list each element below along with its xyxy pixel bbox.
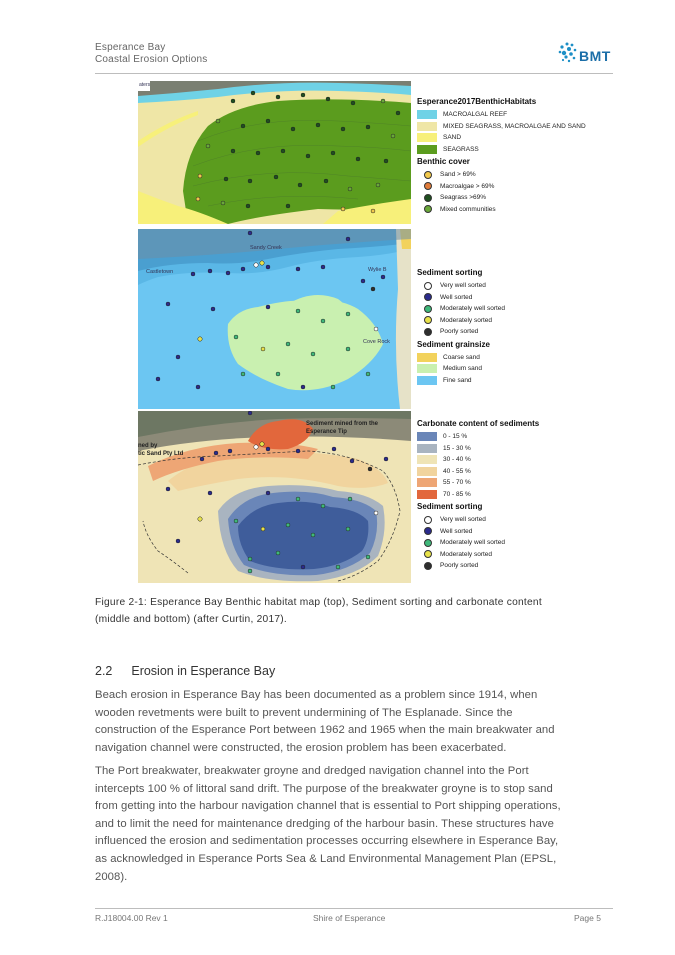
legend-dot-icon <box>424 527 432 535</box>
legend-item <box>417 292 505 304</box>
legend-label: 0 - 15 % <box>443 433 468 441</box>
map-label-cove-rock: Cove Rock <box>363 339 390 345</box>
legend-dot-icon <box>424 205 432 213</box>
legend-dot-icon <box>424 171 432 179</box>
legend-label: 40 - 55 % <box>443 467 471 475</box>
legend-item <box>417 144 586 156</box>
legend-item <box>417 477 539 489</box>
map-corner-label: aters <box>139 82 151 88</box>
map-label-castletown: Castletown <box>146 269 174 275</box>
legend-dot-icon <box>424 550 432 558</box>
map-label-sandy-creek: Sandy Creek <box>250 245 282 251</box>
map-label-company: tic Sand Pty Ltd <box>138 451 184 457</box>
legend-label: Moderately sorted <box>440 550 493 558</box>
legend-label: Mixed communities <box>440 205 496 213</box>
legend-item <box>417 109 586 121</box>
legend-label: SAND <box>443 134 462 142</box>
legend-item <box>417 375 505 387</box>
legend-label: Seagrass >69% <box>440 194 487 202</box>
legend-label: Moderately well sorted <box>440 305 506 313</box>
legend-item <box>417 192 586 204</box>
legend-title: Esperance2017BenthicHabitats <box>417 97 537 106</box>
legend-label: 70 - 85 % <box>443 490 471 498</box>
legend-subtitle: Benthic cover <box>417 157 470 166</box>
legend-swatch <box>417 444 437 453</box>
paragraph-2 <box>95 763 561 886</box>
legend-title: Carbonate content of sediments <box>417 419 540 428</box>
legend-swatch <box>417 353 437 362</box>
legend-label: Coarse sand <box>443 353 480 361</box>
legend-label: Poorly sorted <box>440 328 479 336</box>
map-label-esperance-tip: Esperance Tip <box>306 429 347 435</box>
legend-dot-icon <box>424 182 432 190</box>
legend-title: Sediment sorting <box>417 268 483 277</box>
legend-item <box>417 514 539 526</box>
text-line: influenced the erosion and sedimentation processes occurring elsewhere in Esperance Bay, <box>95 835 559 848</box>
text-line: construction of the Esperance Port between 1962 and 1965 when the main breakwater and <box>95 724 555 737</box>
legend-dot-icon <box>424 316 432 324</box>
map-benthic-habitats <box>138 81 411 224</box>
legend-dot-icon <box>424 562 432 570</box>
text-line: intercepts 100 % of littoral sand drift. The purpose of the breakwater groyne is to stop sand <box>95 782 553 795</box>
text-line: 2008). <box>95 870 128 883</box>
legend-dot-icon <box>424 516 432 524</box>
benthic-sample-points <box>138 81 411 224</box>
figure-caption <box>95 594 542 628</box>
legend-item <box>417 549 539 561</box>
legend-label: Very well sorted <box>440 516 486 524</box>
legend-item <box>417 537 539 549</box>
legend-item <box>417 489 539 501</box>
header-title: Esperance Bay <box>95 42 166 53</box>
header-subtitle: Coastal Erosion Options <box>95 54 208 65</box>
legend-dot-icon <box>424 305 432 313</box>
legend-item <box>417 326 505 338</box>
map-label-mined-by: ned by <box>138 443 158 449</box>
caption-line: (middle and bottom) (after Curtin, 2017). <box>95 614 288 625</box>
map-label-sediment-mined: Sediment mined from the <box>306 421 379 427</box>
legend-swatch <box>417 455 437 464</box>
legend-label: Well sorted <box>440 527 473 535</box>
legend-item <box>417 181 586 193</box>
legend-label: Poorly sorted <box>440 562 479 570</box>
section-heading <box>95 664 275 678</box>
legend-label: Very well sorted <box>440 282 486 290</box>
legend-item <box>417 303 505 315</box>
legend-carbonate <box>417 419 539 572</box>
caption-line: Figure 2-1: Esperance Bay Benthic habitat map (top), Sediment sorting and carbonate content <box>95 597 542 608</box>
legend-item <box>417 352 505 364</box>
header-divider <box>95 73 613 74</box>
footer-doc-ref: R.J18004.00 Rev 1 <box>95 913 168 923</box>
legend-swatch <box>417 478 437 487</box>
text-line: as acknowledged in Esperance Ports Sea & Land Environmental Management Plan (EPSL, <box>95 852 557 865</box>
legend-swatch <box>417 133 437 142</box>
legend-swatch <box>417 432 437 441</box>
legend-benthic-habitats <box>417 97 586 215</box>
legend-label: Well sorted <box>440 293 473 301</box>
legend-item <box>417 560 539 572</box>
legend-dot-icon <box>424 194 432 202</box>
bmt-logo <box>554 40 614 68</box>
legend-label: SEAGRASS <box>443 145 479 153</box>
legend-swatch <box>417 376 437 385</box>
legend-label: Fine sand <box>443 376 472 384</box>
legend-item <box>417 526 539 538</box>
carbonate-sample-points <box>138 411 411 583</box>
legend-dot-icon <box>424 328 432 336</box>
legend-item <box>417 431 539 443</box>
legend-item <box>417 280 505 292</box>
legend-label: MIXED SEAGRASS, MACROALGAE AND SAND <box>443 122 586 130</box>
legend-item <box>417 466 539 478</box>
footer-client: Shire of Esperance <box>313 913 386 923</box>
map-sediment-sorting <box>138 229 411 409</box>
legend-item <box>417 121 586 133</box>
map-carbonate-content <box>138 411 411 583</box>
legend-item <box>417 315 505 327</box>
legend-label: Macroalgae > 69% <box>440 182 495 190</box>
legend-dot-icon <box>424 282 432 290</box>
map-label-wylie-bay: Wylie B <box>368 267 387 273</box>
legend-label: 30 - 40 % <box>443 456 471 464</box>
legend-label: 15 - 30 % <box>443 444 471 452</box>
legend-dot-icon <box>424 293 432 301</box>
section-title: Erosion in Esperance Bay <box>131 664 276 678</box>
text-line: from getting into the harbour navigation channel that is essential to Port shipping operations, <box>95 800 561 813</box>
legend-label: Moderately well sorted <box>440 539 506 547</box>
legend-swatch <box>417 467 437 476</box>
footer-divider <box>95 908 613 909</box>
legend-item <box>417 443 539 455</box>
text-line: wooden revetments were built to prevent undermining of The Esplanade. Since the <box>95 706 513 719</box>
legend-item <box>417 169 586 181</box>
legend-sediment <box>417 268 505 386</box>
legend-item <box>417 363 505 375</box>
legend-item <box>417 204 586 216</box>
legend-dot-icon <box>424 539 432 547</box>
legend-label: Moderately sorted <box>440 316 493 324</box>
legend-swatch <box>417 364 437 373</box>
text-line: The Port breakwater, breakwater groyne and dredged navigation channel into the Port <box>95 765 529 777</box>
legend-swatch <box>417 490 437 499</box>
section-number: 2.2 <box>95 664 113 678</box>
legend-swatch <box>417 145 437 154</box>
legend-item <box>417 454 539 466</box>
legend-subtitle: Sediment grainsize <box>417 339 490 349</box>
legend-label: Sand > 69% <box>440 171 476 179</box>
text-line: Beach erosion in Esperance Bay has been documented as a problem since 1914, when <box>95 689 538 701</box>
paragraph-1 <box>95 687 555 757</box>
legend-swatch <box>417 110 437 119</box>
legend-subtitle: Sediment sorting <box>417 502 483 511</box>
legend-label: MACROALGAL REEF <box>443 111 508 119</box>
legend-swatch <box>417 122 437 131</box>
bmt-logo-text: BMT <box>579 48 611 64</box>
legend-label: Medium sand <box>443 365 483 373</box>
text-line: navigation channel were constructed, the erosion problem has been exacerbated. <box>95 741 507 754</box>
legend-item <box>417 132 586 144</box>
sorting-sample-points <box>138 229 411 409</box>
text-line: and to limit the need for maintenance dredging of the harbour basin. These structures have <box>95 817 554 830</box>
legend-label: 55 - 70 % <box>443 479 471 487</box>
footer-page-number: Page 5 <box>574 913 601 923</box>
